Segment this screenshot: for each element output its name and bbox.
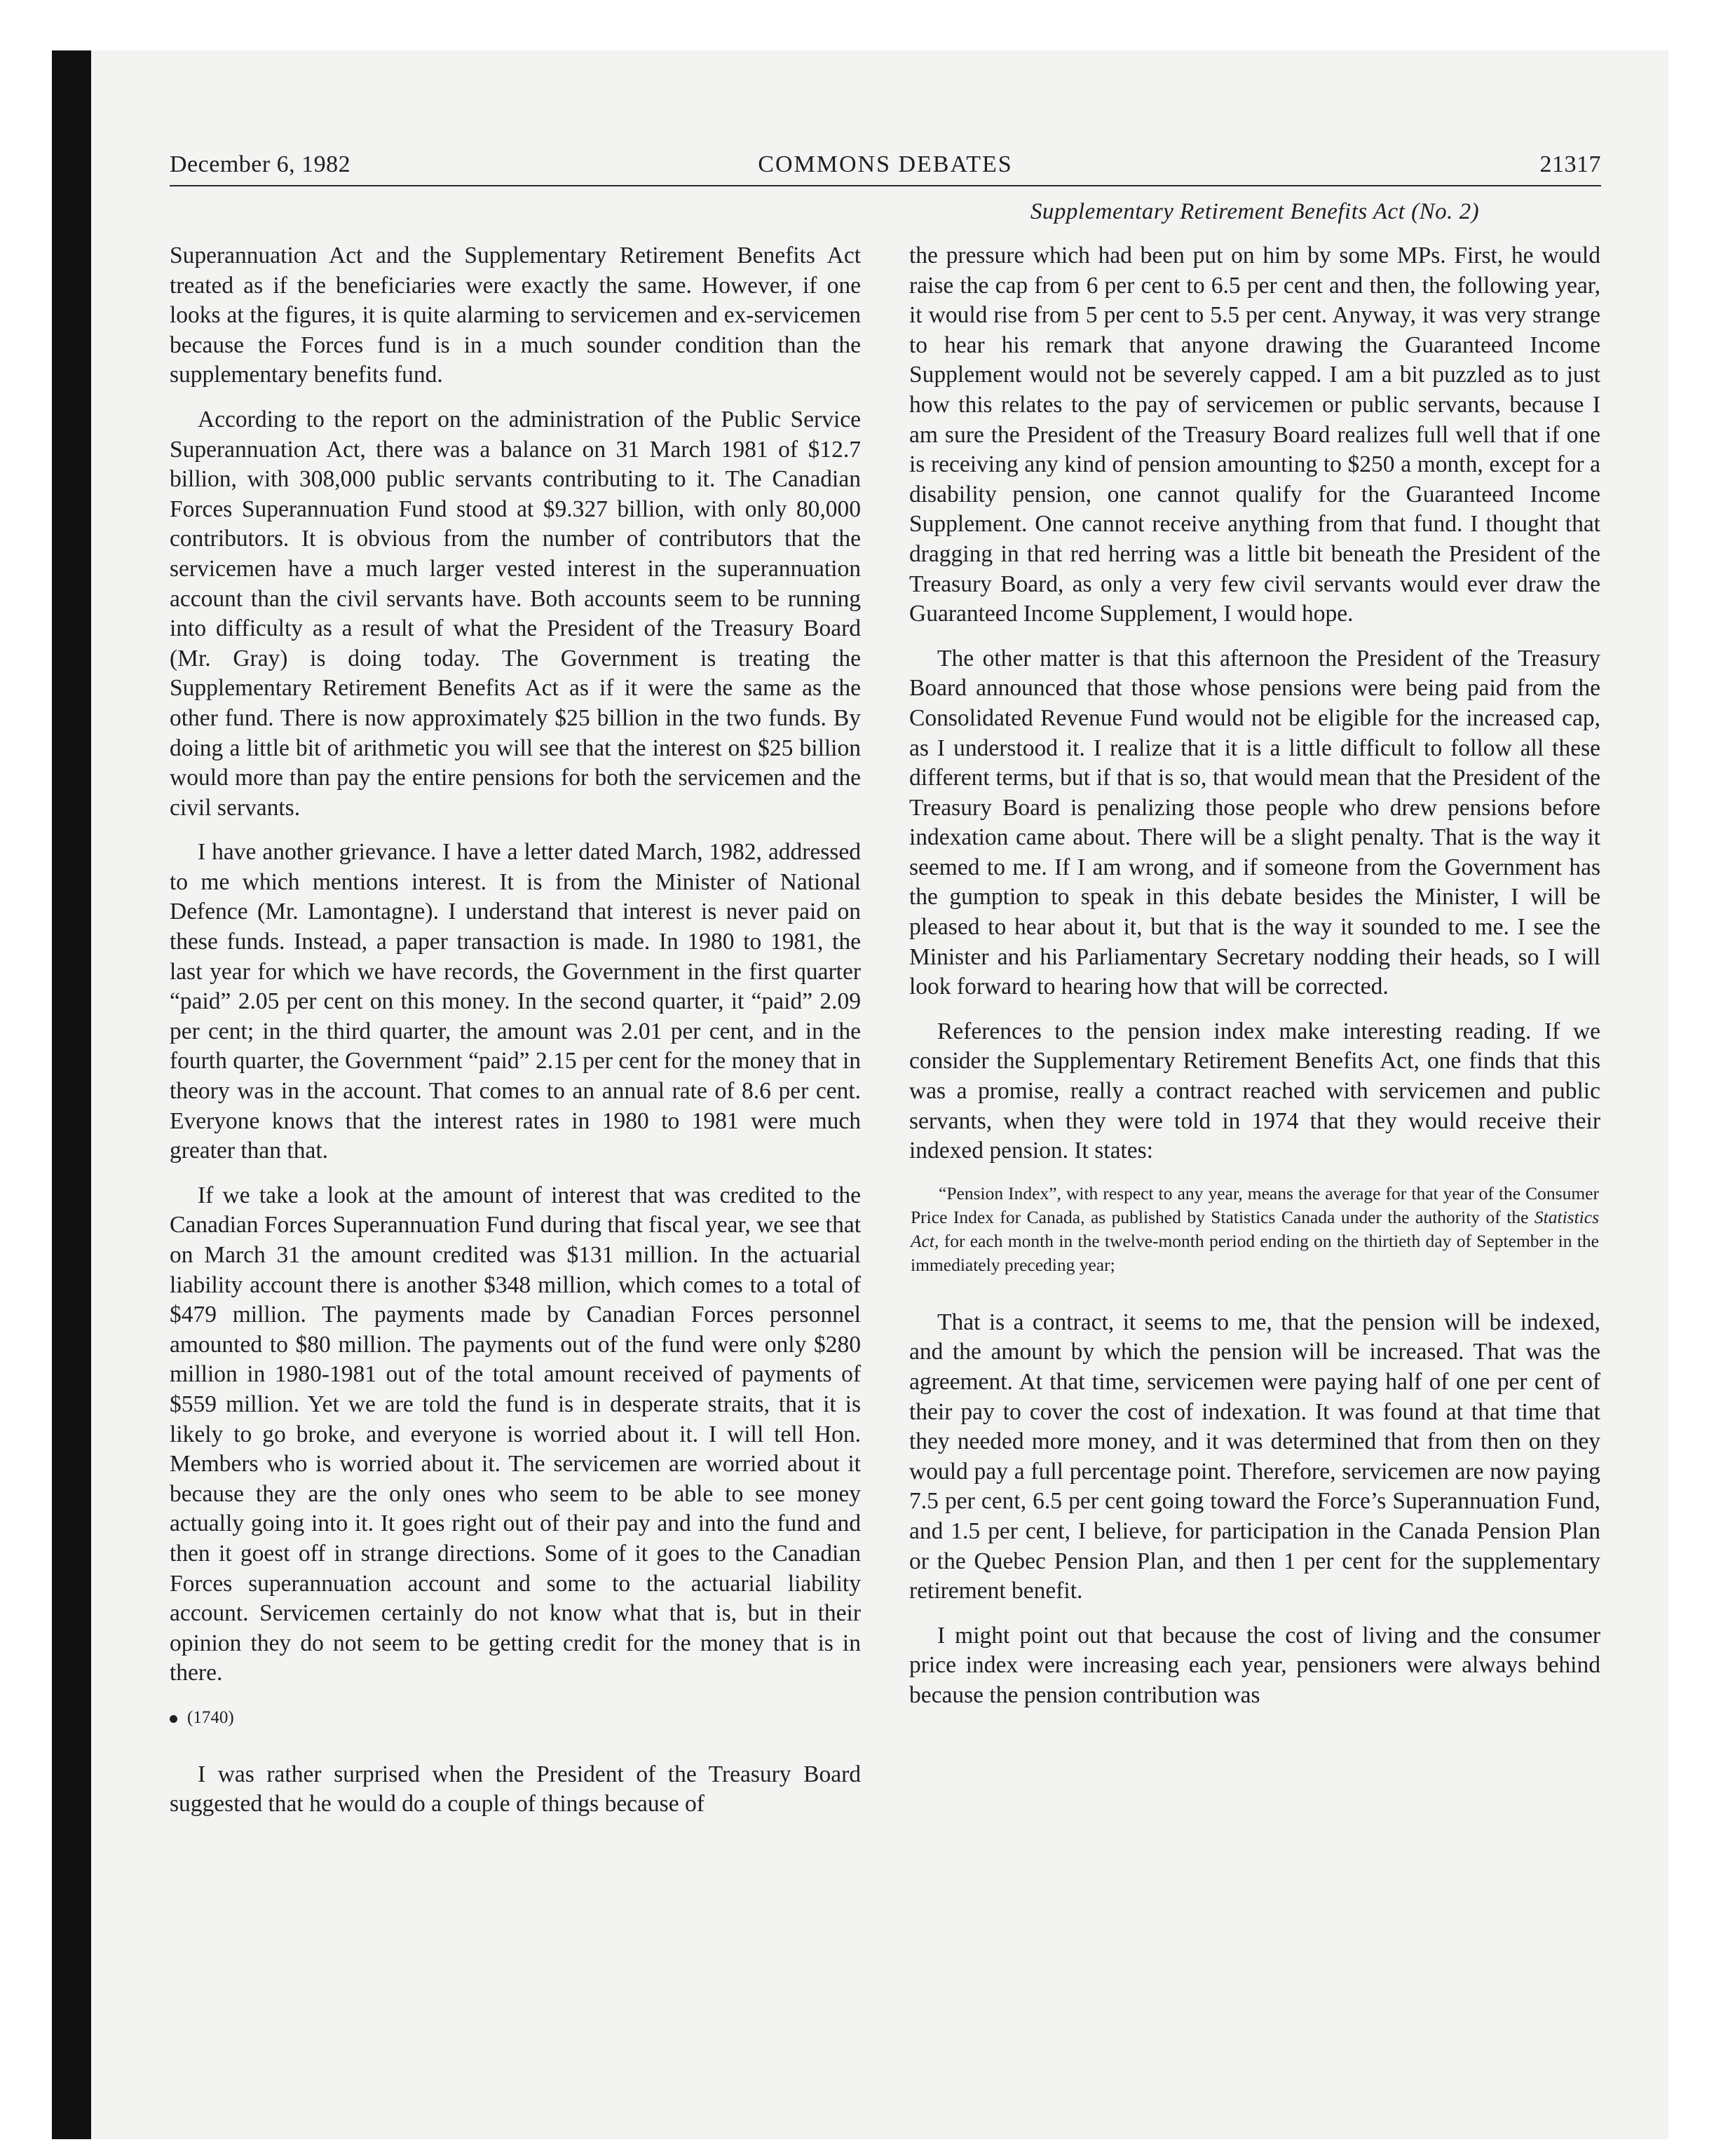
paragraph: References to the pension index make interesting reading. If we consider the Supplementary Retirement Benefits Act, one finds that this was a promise, really a contract reached with servicemen and public servants, when they were told in 1974 that they would receive their indexed pension. It states: xyxy=(909,1018,1600,1164)
paragraph: If we take a look at the amount of interest that was credited to the Canadian Forces Superannuation Fund during that fiscal year, we see that on March 31 the amount credited was $131 million. In the actuarial liability account there is another $348 million, which comes to a total of $479 million. The payments made by Canadian Forces personnel amounted to $80 million. The payments out of the fund were only $280 million in 1980-1981 out of the total amount received of payments of $559 million. Yet we are told the fund is in desperate straits, that it is likely to go broke, and everyone is worried about it. I will tell Hon. Members who is worried about it. The servicemen are worried about it because they are the only ones who seem to be able to see money actually going into it. It goes right out of their pay and into the fund and then it goest off in strange directions. Some of it goes to the Canadian Forces superannuation account and some to the actuarial liability account. Servicemen certainly do not know what that is, but in their opinion they do not seem to be getting credit for the money that is in there. xyxy=(170,1182,861,1686)
paragraph: I have another grievance. I have a letter dated March, 1982, addressed to me which mentions interest. It is from the Minister of National Defence (Mr. Lamontagne). I understand that interest is never paid on these funds. Instead, a paper transaction is made. In 1980 to 1981, the last year for which we have records, the Government in the first quarter “paid” 2.05 per cent on this money. In the second quarter, it “paid” 2.09 per cent; in the third quarter, the amount was 2.01 per cent, and in the fourth quarter, the Government “paid” 2.15 per cent for the money that in theory was in the account. That comes to an annual rate of 8.6 per cent. Everyone knows that the interest rates in 1980 to 1981 were much greater than that. xyxy=(170,839,861,1164)
header-date: December 6, 1982 xyxy=(170,151,351,177)
time-marker-label: (1740) xyxy=(187,1707,234,1727)
statute-quote xyxy=(909,1182,1600,1277)
scan-edge-bar xyxy=(52,50,91,2139)
quote-italic-act: Statistics Act, xyxy=(911,1206,1599,1251)
paragraph: That is a contract, it seems to me, that the pension will be indexed, and the amount by which the pension will be increased. That was the agreement. At that time, servicemen were paying half of one per cent of their pay to cover the cost of indexation. It was found at that time that they needed more money, and it was determined that from then on they would pay a full percentage point. Therefore, servicemen are now paying 7.5 per cent, 6.5 per cent going toward the Force’s Superannuation Fund, and 1.5 per cent, I believe, for participation in the Canada Pension Plan or the Quebec Pension Plan, and then 1 per cent for the supplementary retirement benefit. xyxy=(909,1309,1600,1604)
page-header xyxy=(170,151,1601,186)
paragraph: I was rather surprised when the President of the Treasury Board suggested that he would do a couple of things because of xyxy=(170,1761,861,1817)
right-column xyxy=(909,241,1600,1726)
document-page xyxy=(91,50,1668,2139)
paragraph: the pressure which had been put on him by some MPs. First, he would raise the cap from 6 per cent to 6.5 per cent and then, the following year, it would rise from 5 per cent to 5.5 per cent. Anyway, it was very strange to hear his remark that anyone drawing the Guaranteed Income Supplement would not be severely capped. I am a bit puzzled as to just how this relates to the pay of servicemen or public servants, because I am sure the President of the Treasury Board realizes full well that if one is receiving any kind of pension amounting to $250 a month, except for a disability pension, one cannot qualify for the Guaranteed Income Supplement. One cannot receive anything from that fund. I thought that dragging in that red herring was a little bit beneath the President of the Treasury Board, as only a very few civil servants would ever draw the Guaranteed Income Supplement, I would hope. xyxy=(909,243,1600,627)
left-column xyxy=(170,241,861,1834)
time-marker xyxy=(170,1703,861,1733)
header-publication: COMMONS DEBATES xyxy=(758,151,1013,177)
running-head: Supplementary Retirement Benefits Act (No. 2) xyxy=(1030,199,1480,224)
paragraph: The other matter is that this afternoon the President of the Treasury Board announced that those whose pensions were being paid from the Consolidated Revenue Fund would not be eligible for the increased cap, as I understood it. I realize that it is a little difficult to follow all these different terms, but if that is so, that would mean that the President of the Treasury Board is penalizing those people who drew pensions before indexation came about. There will be a slight penalty. That is the way it seemed to me. If I am wrong, and if someone from the Government has the gumption to speak in this debate besides the Minister, I will be pleased to hear about it, but that is the way it sounded to me. I see the Minister and his Parliamentary Secretary nodding their heads, so I will look forward to hearing how that will be corrected. xyxy=(909,645,1600,1000)
header-page-number: 21317 xyxy=(1539,151,1601,177)
quote-text: for each month in the twelve-month period ending on the thirtieth day of September in the immediately preceding year; xyxy=(911,1230,1599,1275)
paragraph: Superannuation Act and the Supplementary Retirement Benefits Act treated as if the beneficiaries were exactly the same. However, if one looks at the figures, it is quite alarming to servicemen and ex-servicemen because the Forces fund is in a much sounder condition than the supplementary benefits fund. xyxy=(170,243,861,388)
paragraph: According to the report on the administration of the Public Service Superannuation Act, there was a balance on 31 March 1981 of $12.7 billion, with 308,000 public servants contributing to it. The Canadian Forces Superannuation Fund stood at $9.327 billion, with only 80,000 contributors. It is obvious from the number of contributors that the servicemen have a much larger vested interest in the superannuation account than the civil servants have. Both accounts seem to be running into difficulty as a result of what the President of the Treasury Board (Mr. Gray) is doing today. The Government is treating the Supplementary Retirement Benefits Act as if it were the same as the other fund. There is now approximately $25 billion in the two funds. By doing a little bit of arithmetic you will see that the interest on $25 billion would more than pay the entire pensions for both the servicemen and the civil servants. xyxy=(170,406,861,821)
paragraph: I might point out that because the cost of living and the consumer price index were increasing each year, pensioners were always behind because the pension contribution was xyxy=(909,1622,1600,1708)
bullet-icon xyxy=(170,1715,177,1723)
quote-text: “Pension Index”, with respect to any year, means the average for that year of the Consumer Price Index for Canada, as published by Statistics Canada under the authority of the xyxy=(911,1182,1599,1227)
